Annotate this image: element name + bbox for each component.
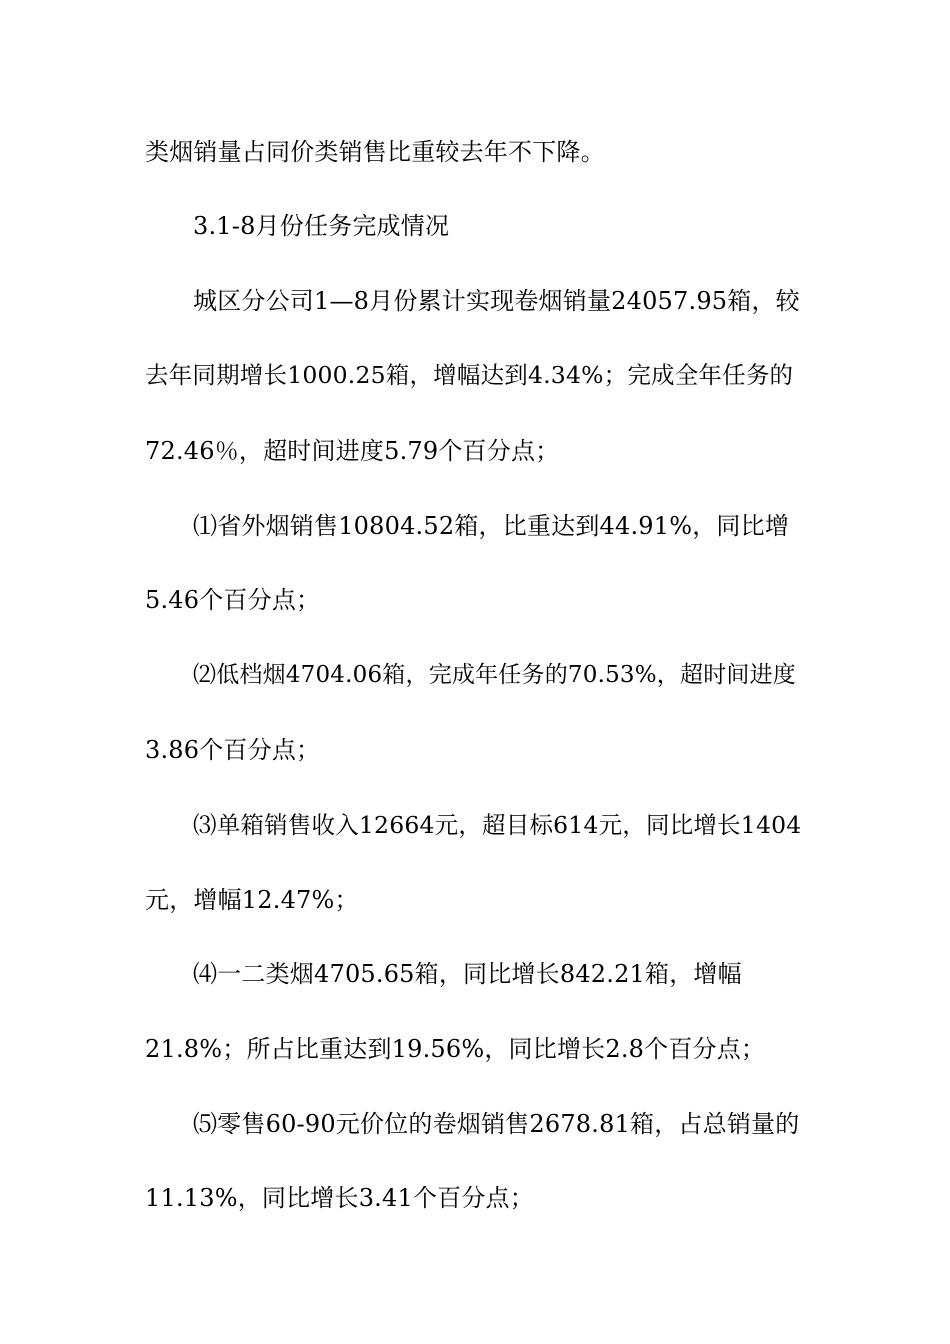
list-item-2-line-2: 3.86个百分点； <box>145 736 321 764</box>
section-heading: 3.1-8月份任务完成情况 <box>193 212 450 240</box>
list-item-5-line-1: ⑸零售60-90元价位的卷烟销售2678.81箱，占总销量的 <box>193 1110 800 1138</box>
list-item-5-line-2: 11.13%，同比增长3.41个百分点； <box>145 1184 534 1212</box>
list-item-1-line-2: 5.46个百分点； <box>145 586 321 614</box>
list-item-3-line-1: ⑶单箱销售收入12664元，超目标614元，同比增长1404 <box>193 811 802 839</box>
text-line-1: 类烟销量占同价类销售比重较去年不下降。 <box>145 138 605 166</box>
list-item-2-line-1: ⑵低档烟4704.06箱，完成年任务的70.53%，超时间进度 <box>193 662 797 688</box>
list-item-4-line-1: ⑷一二类烟4705.65箱，同比增长842.21箱，增幅 <box>193 960 742 988</box>
text-line-3: 城区分公司1—8月份累计实现卷烟销量24057.95箱，较 <box>193 287 800 315</box>
text-line-5: 72.46％，超时间进度5.79个百分点； <box>145 437 560 465</box>
text-line-4: 去年同期增长1000.25箱，增幅达到4.34%；完成全年任务的 <box>145 361 794 389</box>
list-item-1-line-1: ⑴省外烟销售10804.52箱，比重达到44.91%，同比增 <box>193 512 790 540</box>
list-item-4-line-2: 21.8%；所占比重达到19.56%，同比增长2.8个百分点； <box>145 1035 766 1063</box>
list-item-3-line-2: 元，增幅12.47%； <box>145 886 359 914</box>
